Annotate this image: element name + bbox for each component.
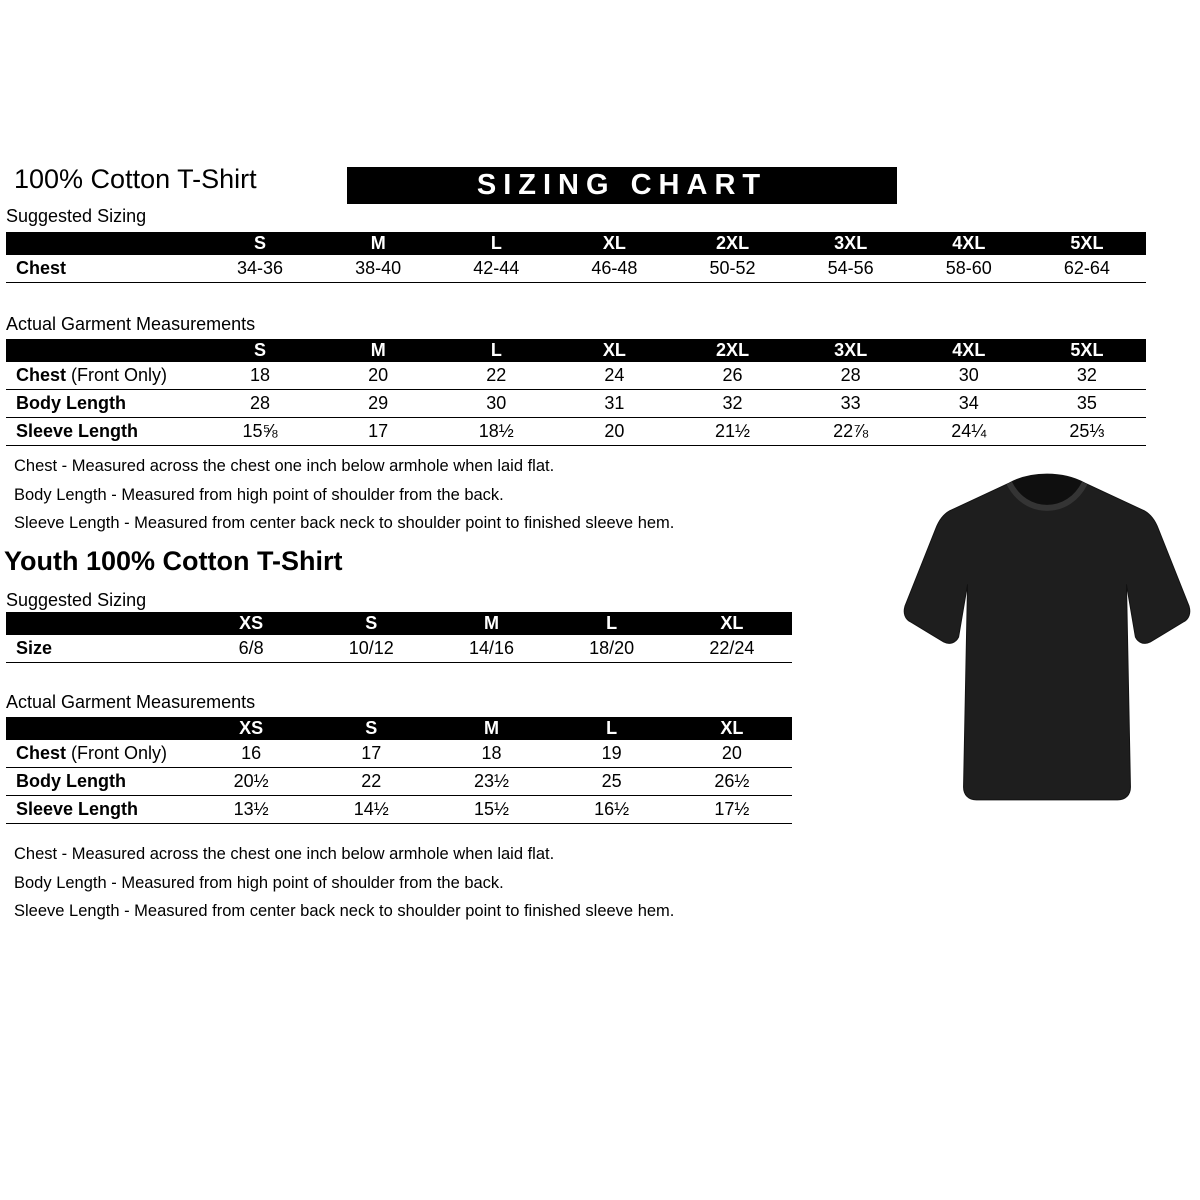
tshirt-body-shape xyxy=(904,474,1190,800)
col-header-3xl: 3XL xyxy=(792,232,910,255)
measurement-cell: 6/8 xyxy=(191,635,311,663)
row-label: Size xyxy=(6,635,191,663)
col-header-4xl: 4XL xyxy=(910,339,1028,362)
table-row-chest xyxy=(6,255,1146,283)
note-body-length: Body Length - Measured from high point of shoulder from the back. xyxy=(14,873,504,892)
table-row-chest xyxy=(6,362,1146,390)
adult-suggested-sizing-label: Suggested Sizing xyxy=(6,206,147,226)
row-label: Sleeve Length xyxy=(6,418,201,446)
empty-header-cell xyxy=(6,339,201,362)
header-row xyxy=(6,232,1146,255)
row-label: Body Length xyxy=(6,768,191,796)
measurement-cell: 35 xyxy=(1028,390,1146,418)
col-header-m: M xyxy=(431,612,551,635)
measurement-cell: 22 xyxy=(437,362,555,390)
measurement-cell: 32 xyxy=(1028,362,1146,390)
measurement-cell: 15½ xyxy=(431,796,551,824)
measurement-cell: 32 xyxy=(674,390,792,418)
measurement-cell: 18/20 xyxy=(552,635,672,663)
measurement-cell: 25⅓ xyxy=(1028,418,1146,446)
header-row xyxy=(6,612,792,635)
adult-suggested-sizing-table xyxy=(6,232,1146,283)
col-header-xs: XS xyxy=(191,717,311,740)
sizing-chart-banner: SIZING CHART xyxy=(347,167,897,204)
col-header-3xl: 3XL xyxy=(792,339,910,362)
col-header-xl: XL xyxy=(672,717,792,740)
empty-header-cell xyxy=(6,612,191,635)
measurement-cell: 18 xyxy=(201,362,319,390)
measurement-cell: 16½ xyxy=(552,796,672,824)
measurement-cell: 58-60 xyxy=(910,255,1028,283)
col-header-5xl: 5XL xyxy=(1028,232,1146,255)
table-row-body-length xyxy=(6,768,792,796)
row-label: Chest (Front Only) xyxy=(6,740,191,768)
measurement-cell: 24¼ xyxy=(910,418,1028,446)
measurement-cell: 22/24 xyxy=(672,635,792,663)
col-header-2xl: 2XL xyxy=(674,339,792,362)
measurement-cell: 31 xyxy=(555,390,673,418)
measurement-cell: 42-44 xyxy=(437,255,555,283)
youth-actual-measurements-label: Actual Garment Measurements xyxy=(6,692,256,712)
measurement-cell: 24 xyxy=(555,362,673,390)
measurement-cell: 25 xyxy=(552,768,672,796)
empty-header-cell xyxy=(6,717,191,740)
col-header-s: S xyxy=(311,612,431,635)
col-header-l: L xyxy=(552,717,672,740)
measurement-cell: 18 xyxy=(431,740,551,768)
header-row xyxy=(6,717,792,740)
measurement-cell: 50-52 xyxy=(674,255,792,283)
col-header-4xl: 4XL xyxy=(910,232,1028,255)
measurement-cell: 62-64 xyxy=(1028,255,1146,283)
adult-measurement-notes xyxy=(14,452,674,538)
measurement-cell: 16 xyxy=(191,740,311,768)
tshirt-graphic xyxy=(898,468,1196,808)
black-tshirt-image xyxy=(898,468,1196,808)
col-header-s: S xyxy=(201,232,319,255)
adult-actual-measurements-label: Actual Garment Measurements xyxy=(6,314,256,334)
measurement-cell: 14½ xyxy=(311,796,431,824)
youth-measurement-notes xyxy=(14,840,674,926)
measurement-cell: 10/12 xyxy=(311,635,431,663)
col-header-l: L xyxy=(437,232,555,255)
youth-suggested-sizing-table xyxy=(6,612,792,663)
youth-title: Youth 100% Cotton T-Shirt xyxy=(4,546,343,576)
measurement-cell: 18½ xyxy=(437,418,555,446)
measurement-cell: 23½ xyxy=(431,768,551,796)
col-header-m: M xyxy=(319,232,437,255)
measurement-cell: 26 xyxy=(674,362,792,390)
measurement-cell: 34-36 xyxy=(201,255,319,283)
measurement-cell: 29 xyxy=(319,390,437,418)
note-sleeve-length: Sleeve Length - Measured from center back neck to shoulder point to finished sleeve hem. xyxy=(14,514,675,532)
measurement-cell: 21½ xyxy=(674,418,792,446)
measurement-cell: 20 xyxy=(319,362,437,390)
adult-actual-measurements-table xyxy=(6,339,1146,446)
measurement-cell: 38-40 xyxy=(319,255,437,283)
measurement-cell: 34 xyxy=(910,390,1028,418)
table-row-sleeve-length xyxy=(6,796,792,824)
table-row-sleeve-length xyxy=(6,418,1146,446)
header-row xyxy=(6,339,1146,362)
measurement-cell: 19 xyxy=(552,740,672,768)
col-header-m: M xyxy=(431,717,551,740)
measurement-cell: 20 xyxy=(672,740,792,768)
measurement-cell: 30 xyxy=(437,390,555,418)
measurement-cell: 20½ xyxy=(191,768,311,796)
empty-header-cell xyxy=(6,232,201,255)
measurement-cell: 14/16 xyxy=(431,635,551,663)
col-header-2xl: 2XL xyxy=(674,232,792,255)
measurement-cell: 22 xyxy=(311,768,431,796)
col-header-s: S xyxy=(311,717,431,740)
measurement-cell: 33 xyxy=(792,390,910,418)
row-label: Chest (Front Only) xyxy=(6,362,201,390)
measurement-cell: 54-56 xyxy=(792,255,910,283)
row-label: Sleeve Length xyxy=(6,796,191,824)
measurement-cell: 46-48 xyxy=(555,255,673,283)
note-sleeve-length: Sleeve Length - Measured from center back neck to shoulder point to finished sleeve hem. xyxy=(14,902,675,920)
col-header-xl: XL xyxy=(555,339,673,362)
measurement-cell: 22⅞ xyxy=(792,418,910,446)
youth-actual-measurements-table xyxy=(6,717,792,824)
col-header-xl: XL xyxy=(555,232,673,255)
measurement-cell: 28 xyxy=(792,362,910,390)
note-chest: Chest - Measured across the chest one inch below armhole when laid flat. xyxy=(14,457,555,475)
col-header-l: L xyxy=(552,612,672,635)
col-header-m: M xyxy=(319,339,437,362)
measurement-cell: 20 xyxy=(555,418,673,446)
col-header-s: S xyxy=(201,339,319,362)
row-label: Body Length xyxy=(6,390,201,418)
adult-title: 100% Cotton T-Shirt xyxy=(14,164,257,194)
col-header-xs: XS xyxy=(191,612,311,635)
measurement-cell: 17½ xyxy=(672,796,792,824)
table-row-body-length xyxy=(6,390,1146,418)
measurement-cell: 30 xyxy=(910,362,1028,390)
col-header-l: L xyxy=(437,339,555,362)
measurement-cell: 17 xyxy=(319,418,437,446)
measurement-cell: 17 xyxy=(311,740,431,768)
row-label: Chest xyxy=(6,255,201,283)
table-row-size xyxy=(6,635,792,663)
measurement-cell: 15⅝ xyxy=(201,418,319,446)
table-row-chest xyxy=(6,740,792,768)
col-header-xl: XL xyxy=(672,612,792,635)
youth-suggested-sizing-label: Suggested Sizing xyxy=(6,590,147,610)
measurement-cell: 13½ xyxy=(191,796,311,824)
note-chest: Chest - Measured across the chest one inch below armhole when laid flat. xyxy=(14,845,555,863)
measurement-cell: 28 xyxy=(201,390,319,418)
note-body-length: Body Length - Measured from high point of shoulder from the back. xyxy=(14,485,504,504)
measurement-cell: 26½ xyxy=(672,768,792,796)
col-header-5xl: 5XL xyxy=(1028,339,1146,362)
